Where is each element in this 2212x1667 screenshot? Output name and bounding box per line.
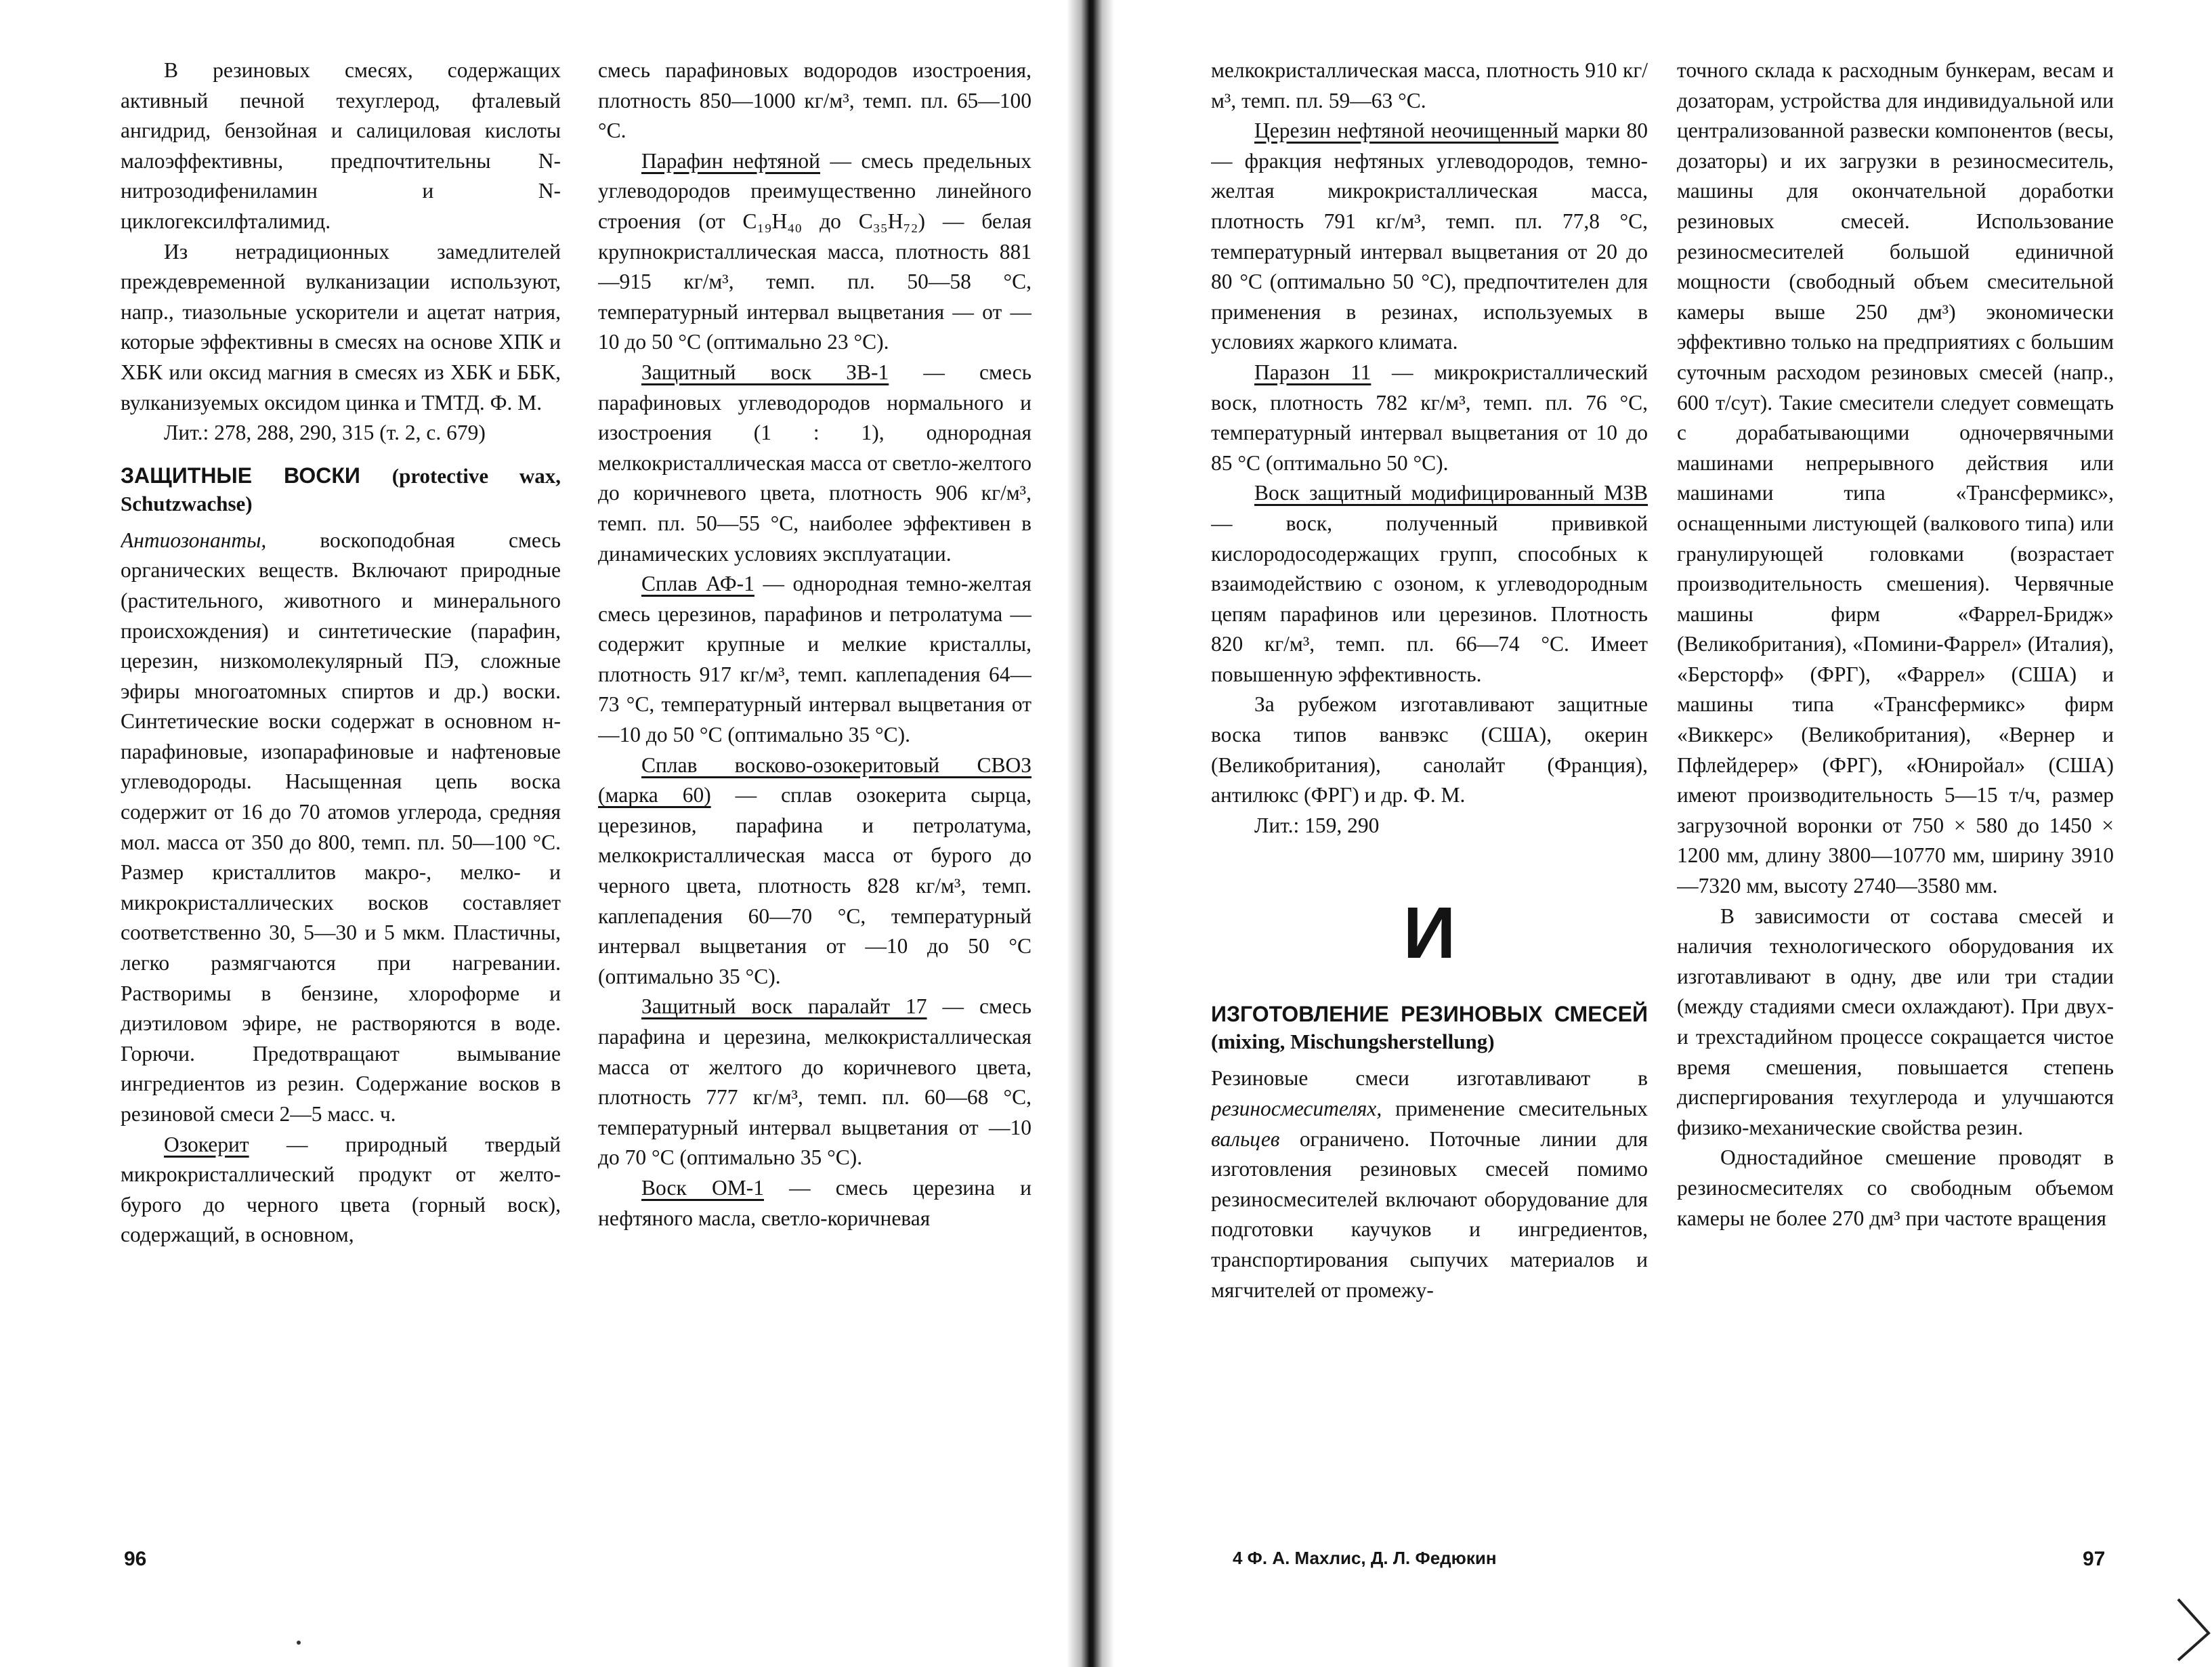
page-number-right: 97 [2083,1548,2106,1570]
term-ozokerite: Озокерит [164,1132,249,1156]
paragraph-continued: смесь парафиновых водородов изостроения, плотность 850—1000 кг/м³, темп. пл. 65—100 °С. [598,58,1031,143]
paragraph-parazon: Паразон 11 — микрокристаллический воск, плотность 782 кг/м³, темп. пл. 76 °С, температурный интервал выцветания от 10 до 85 °С (оптимально 50 °С). [1211,360,1648,475]
paragraph-om1: Воск ОМ-1 — смесь церезина и нефтяного масла, светло-коричневая [598,1175,1031,1230]
paragraph-ozokerite: Озокерит — природный твердый микрокристаллический продукт от желто-бурого до черного цвета (горный воск), содержащий, в основном, [121,1132,561,1247]
signature-footer: 4 Ф. А. Махлис, Д. Л. Федюкин [1233,1548,1497,1568]
term-mzv: Воск защитный модифицированный МЗВ [1254,481,1648,505]
heading-ru: ИЗГОТОВЛЕНИЕ РЕЗИНОВЫХ СМЕСЕЙ [1211,1002,1648,1027]
right-page-column-2 [1677,56,2114,1532]
term-om1: Воск ОМ-1 [641,1175,764,1200]
term-svoz: Сплав восково-озокеритовый СВОЗ (марка 60) [598,753,1031,807]
paragraph-foreign-waxes: За рубежом изготавливают защитные воска типов ванвэкс (США), окерин (Великобритания), санолайт (Франция), антилюкс (ФРГ) и др. Ф. М. [1211,692,1648,807]
book-gutter [1067,0,1114,1667]
paragraph-continued: точного склада к расходным бункерам, весам и дозаторам, устройства для индивидуальной или централизованной развески компонентов (весы, дозаторы) и их загрузки в резиносмеситель, машины для окончательной доработки резиновых смесей. Использование резиносмесителей большой единичной мощности (свободный объем смесительной камеры выше 250 дм³) экономически эффективно только на предприятиях с большим суточным расходом резиновых смесей (напр., 600 т/сут). Такие смесители следует совмещать с дорабатывающими одночервячными машинами непрерывного действия или машинами типа «Трансфермикс», оснащенными листующей (валкового типа) или гранулирующей головками (возрастает производительность смешения). Червячные машины фирм «Фаррел-Бридж» (Великобритания), «Помини-Фаррел» (Италия), «Берсторф» (ФРГ), «Фаррел» (США) и машины типа «Трансфермикс» фирм «Виккерс» (Великобритания), «Вернер и Пфлейдерер» (ФРГ), «Юниройал» (США) имеют производительность 5—15 т/ч, размер загрузочной воронки от 750 × 580 до 1450 × 1200 мм, длину 3800—10770 мм, ширину 3910—7320 мм, высоту 2740—3580 мм. [1677,58,2114,898]
term-af1: Сплав АФ-1 [641,572,754,596]
term-zv1: Защитный воск ЗВ-1 [641,360,889,384]
paragraph-ceresin: Церезин нефтяной неочищенный марки 80 — фракция нефтяных углеводородов, темно-желтая микрокристаллическая масса, плотность 791 кг/м³, темп. пл. 77,8 °С, температурный интервал выцветания от 20 до 80 °С (оптимально 50 °С), предпочтителен для применения в резинах, используемых в условиях жаркого климата. [1211,119,1648,354]
left-page-column-2 [598,56,1031,1532]
right-page-column-1 [1211,56,1648,1532]
paragraph-nontraditional-retarders: Из нетрадиционных замедлителей преждевременной вулканизации используют, напр., тиазольные ускорители и ацетат натрия, которые эффективны в смесях на основе ХПК и ХБК или оксид магния в смесях из ХБК и ББК, вулканизуемых оксидом цинка и ТМТД. Ф. М. [121,239,561,415]
section-letter: И [1403,891,1456,974]
paragraph-paralait: Защитный воск паралайт 17 — смесь парафина и церезина, мелкокристаллическая масса от желтого до коричневого цвета, плотность 777 кг/м³, темп. пл. 60—68 °С, температурный интервал выцветания от —10 до 70 °С (оптимально 35 °С). [598,994,1031,1170]
literature-ref: Лит.: 278, 288, 290, 315 (т. 2, с. 679) [164,421,486,445]
page-number-left: 96 [124,1548,147,1570]
paragraph-svoz: Сплав восково-озокеритовый СВОЗ (марка 60) — сплав озокерита сырца, церезинов, парафина и петролатума, мелкокристаллическая масса от бурого до черного цвета, плотность 828 кг/м³, темп. каплепадения 60—70 °С, температурный интервал выцветания от —10 до 50 °С (оптимально 35 °С). [598,753,1031,988]
paragraph-af1: Сплав АФ-1 — однородная темно-желтая смесь церезинов, парафинов и петролатума — содержит крупные и мелкие кристаллы, плотность 917 кг/м³, темп. каплепадения 64—73 °С, температурный интервал выцветания от —10 до 50 °С (оптимально 35 °С). [598,572,1031,747]
term-rolls: вальцев [1211,1126,1280,1151]
corner-bracket-mark [2171,1586,2212,1667]
paragraph-waxes-definition [121,526,561,1130]
term-paraffin: Парафин нефтяной [641,148,820,173]
paragraph-stages: В зависимости от состава смесей и наличия технологического оборудования их изготавливают в одну, две или три стадии (между стадиями смеси охлаждают). При двух- и трехстадийном процессе сокращается чистое время смешения, повышается степень диспергирования техуглерода и улучшаются физико-механические свойства резин. [1677,904,2114,1139]
definition-text: воскоподобная смесь органических веществ. Включают природные (растительного, животного и минерального происхождения) и синтетические (парафин, церезин, низкомолекулярный ПЭ, сложные эфиры многоатомных спиртов и др.) воски. Синтетические воски содержат в основном н-парафиновые, изопарафиновые и нафтеновые углеводороды. Насыщенная цепь воска содержит от 16 до 70 атомов углерода, средняя мол. масса от 350 до 800, темп. пл. 50—100 °С. Размер кристаллитов макро-, мелко- и микрокристаллических восков составляет соответственно 30, 5—30 и 5 мкм. Пластичны, легко размягчаются при нагревании. Растворимы в бензине, хлороформе и диэтиловом эфире, не растворяются в воде. Горючи. Предотвращают вымывание ингредиентов из резин. Содержание восков в резиновой смеси 2—5 масс. ч. [121,528,561,1126]
paragraph-paraffin: Парафин нефтяной — смесь предельных углеводородов преимущественно линейного строения (от C₁₉H₄₀ до C₃₅H₇₂) — белая крупнокристаллическая масса, плотность 881—915 кг/м³, темп. пл. 50—58 °С, температурный интервал выцветания — от —10 до 50 °С (оптимально 23 °С). [598,148,1031,354]
term-rubber-mixers: резиносмесителях, [1211,1097,1382,1121]
term-antiozonants: Антиозонанты, [121,528,267,552]
term-parazon: Паразон 11 [1254,360,1371,384]
heading-ru: ЗАЩИТНЫЕ ВОСКИ [121,463,360,488]
heading-lat: (protective wax, Schutzwachse) [121,463,561,515]
paragraph-single-stage: Одностадийное смешение проводят в резиносмесителях со свободным объемом камеры не более 270 дм³ при частоте вращения [1677,1145,2114,1230]
paragraph-mixing-intro: Резиновые смеси изготавливают в резиносмесителях, применение смесительных вальцев ограничено. Поточные линии для изготовления резиновых смесей помимо резиносмесителей включают оборудование для подготовки каучуков и ингредиентов, транспортирования сыпучих материалов и мягчителей от промежу- [1211,1066,1648,1302]
article-heading-protective-waxes [121,462,561,518]
left-page-column-1 [121,56,561,1532]
term-paralait: Защитный воск паралайт 17 [641,994,927,1019]
paragraph-continued: мелкокристаллическая масса, плотность 910 кг/м³, темп. пл. 59—63 °С. [1211,58,1648,112]
heading-lat: (mixing, Mischungsherstellung) [1211,1030,1495,1054]
paragraph-mzv: Воск защитный модифицированный МЗВ — воск, полученный прививкой кислородосодержащих групп, способных к взаимодействию с озоном, к углеводородным цепям парафинов или церезинов. Плотность 820 кг/м³, темп. пл. 66—74 °С. Имеет повышенную эффективность. [1211,481,1648,686]
term-ceresin: Церезин нефтяной неочищенный [1254,119,1559,143]
article-heading-mixing [1211,1000,1648,1055]
literature-ref: Лит.: 159, 290 [1254,813,1380,837]
print-speck [297,1641,301,1645]
paragraph-zv1: Защитный воск ЗВ-1 — смесь парафиновых углеводородов нормального и изостроения (1 : 1), однородная мелкокристаллическая масса от светло-желтого до коричневого цвета, плотность 906 кг/м³, темп. пл. 50—55 °С, наиболее эффективен в динамических условиях эксплуатации. [598,360,1031,566]
paragraph-retarders: В резиновых смесях, содержащих активный печной техуглерод, фталевый ангидрид, бензойная и салициловая кислоты малоэффективны, предпочтительны N-нитрозодифениламин и N-циклогексилфталимид. [121,58,561,233]
